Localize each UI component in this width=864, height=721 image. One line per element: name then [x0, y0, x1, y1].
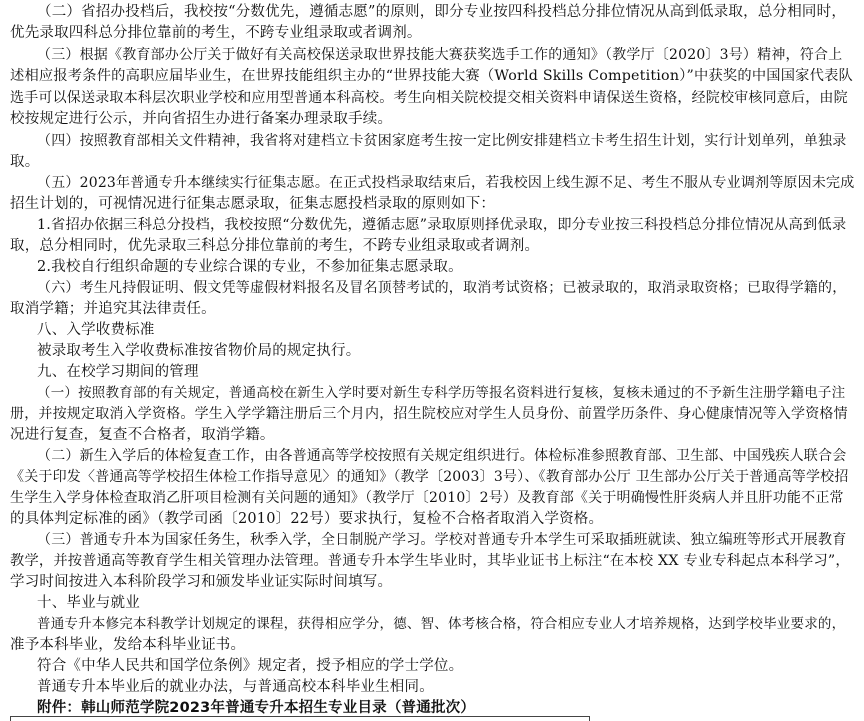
paragraph-admission-6-line-1: （六）考生凡持假证明、假文凭等虚假材料报名及冒名顶替考试的，取消考试资格；已被录取的，取消录取资格；已取得学籍的， — [37, 280, 847, 296]
table-right-border — [589, 716, 590, 721]
paragraph-management-2-line-3: 生学生入学身体检查取消乙肝项目检测有关问题的通知》（教学厅〔2010〕2号）及教育部《关于明确慢性肝炎病人并且肝功能不正常 — [10, 490, 844, 506]
paragraph-admission-2-line-2: 优先录取四科总分排位靠前的考生，不跨专业组录取或者调剂。 — [10, 25, 422, 41]
paragraph-management-1-line-2: 册，并按规定取消入学资格。学生入学学籍注册后三个月内，招生院校应对学生人员身份、前置学历条件、身心健康情况等入学资格情 — [10, 406, 848, 422]
paragraph-fees: 被录取考生入学收费标准按省物价局的规定执行。 — [37, 343, 361, 359]
paragraph-management-2-line-2: 《关于印发〈普通高等学校招生体检工作指导意见〉的通知》（教学〔2003〕3号）、《教育部办公厅 卫生部办公厅关于普通高等学校招 — [10, 469, 849, 485]
paragraph-admission-5-1-line-1: 1.省招办依据三科总分投档，我校按照“分数优先，遵循志愿”录取原则择优录取，即分专业按三科投档总分排位情况从高到低录 — [37, 217, 847, 233]
paragraph-admission-4-line-2: 取。 — [10, 154, 40, 170]
appendix-title: 附件：韩山师范学院2023年普通专升本招生专业目录（普通批次） — [37, 700, 476, 716]
paragraph-graduation-2: 符合《中华人民共和国学位条例》规定者，授予相应的学士学位。 — [37, 658, 464, 674]
paragraph-management-1-line-3: 况进行复查，复查不合格者，取消学籍。 — [10, 427, 275, 443]
heading-management: 九、在校学习期间的管理 — [37, 364, 199, 380]
paragraph-graduation-3: 普通专升本毕业后的就业办法，与普通高校本科毕业生相同。 — [37, 679, 434, 695]
paragraph-management-3-line-3: 学习时间按进入本科阶段学习和颁发毕业证实际时间填写。 — [10, 574, 393, 590]
paragraph-admission-5-line-2: 招生计划的，可视情况进行征集志愿录取，征集志愿投档录取的原则如下： — [10, 196, 496, 212]
paragraph-graduation-1-line-1: 普通专升本修完本科教学计划规定的课程，获得相应学分，德、智、体考核合格，符合相应专业人才培养规格，达到学校毕业要求的， — [37, 616, 846, 632]
paragraph-admission-3-line-1: （三）根据《教育部办公厅关于做好有关高校保送录取世界技能大赛获奖选手工作的通知》（教学厅〔2020〕3号）精神，符合上 — [37, 47, 843, 63]
paragraph-management-2-line-1: （二）新生入学后的体检复查工作，由各普通高等学校按照有关规定组织进行。体检标准参照教育部、卫生部、中国残疾人联合会 — [37, 448, 847, 464]
paragraph-admission-3-line-4: 校按规定进行公示，并向省招生办进行备案办理录取手续。 — [10, 111, 393, 127]
paragraph-admission-2-line-1: （二）省招办投档后，我校按“分数优先，遵循志愿”的原则，即分专业按四科投档总分排位情况从高到低录取，总分相同时， — [37, 4, 847, 20]
paragraph-admission-3-line-2: 述相应报考条件的高职应届毕业生，在世界技能组织主办的“世界技能大赛（World Skills Competition）”中获奖的中国国家代表队 — [10, 68, 853, 84]
paragraph-management-3-line-1: （三）普通专升本为国家任务生，秋季入学，全日制脱产学习。学校对普通专升本学生可采取插班就读、独立编班等形式开展教育 — [37, 532, 847, 548]
paragraph-admission-4-line-1: （四）按照教育部相关文件精神，我省将对建档立卡贫困家庭考生按一定比例安排建档立卡考生招生计划，实行计划单列，单独录 — [37, 133, 847, 149]
paragraph-admission-3-line-3: 选手可以保送录取本科层次职业学校和应用型普通本科高校。考生向相关院校提交相关资料申请保送生资格，经院校审核同意后，由院 — [10, 90, 848, 106]
paragraph-graduation-1-line-2: 准予本科毕业，发给本科毕业证书。 — [10, 637, 246, 653]
paragraph-admission-5-2-line-1: 2.我校自行组织命题的专业综合课的专业，不参加征集志愿录取。 — [37, 259, 463, 275]
paragraph-management-2-line-4: 的具体判定标准的函》（教学司函〔2010〕22号）要求执行，复检不合格者取消入学资格。 — [10, 511, 604, 527]
heading-graduation: 十、毕业与就业 — [37, 595, 140, 611]
paragraph-admission-6-line-2: 取消学籍；并追究其法律责任。 — [10, 301, 216, 317]
paragraph-management-1-line-1: （一）按照教育部的有关规定，普通高校在新生入学时要对新生专科学历等报名资料进行复核，复核未通过的不予新生注册学籍电子注 — [37, 385, 846, 401]
paragraph-admission-5-1-line-2: 取，总分相同时，优先录取三科总分排位靠前的考生，不跨专业组录取或者调剂。 — [10, 238, 540, 254]
paragraph-management-3-line-2: 教学，并按普通高等教育学生相关管理办法管理。普通专升本学生毕业时，其毕业证书上标注“在本校 XX 专业专科起点本科学习”， — [10, 553, 850, 569]
table-top-border — [10, 716, 590, 717]
table-left-border — [10, 716, 11, 721]
heading-fees: 八、入学收费标准 — [37, 322, 155, 338]
paragraph-admission-5-line-1: （五）2023年普通专升本继续实行征集志愿。在正式投档录取结束后，若我校因上线生源不足、考生不服从专业调剂等原因未完成 — [37, 175, 854, 191]
